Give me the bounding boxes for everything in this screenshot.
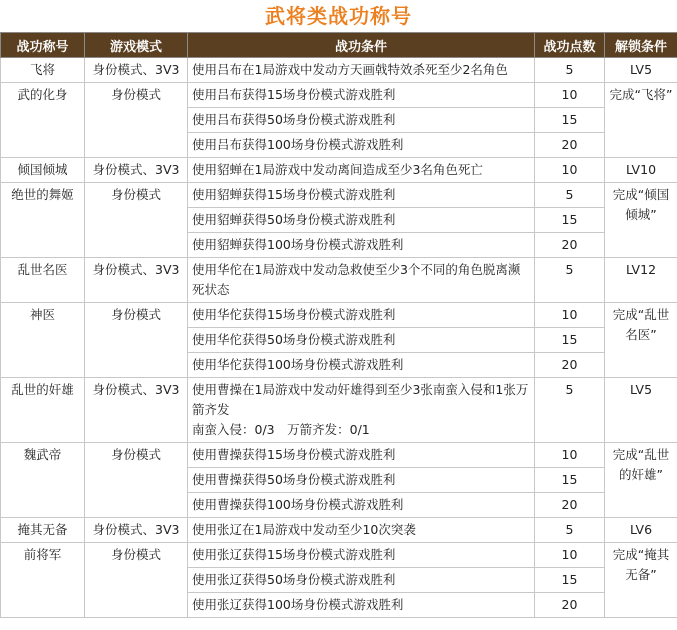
points-cell: 10 — [535, 303, 605, 328]
points-cell: 15 — [535, 108, 605, 133]
points-cell: 20 — [535, 493, 605, 518]
points-cell: 15 — [535, 328, 605, 353]
points-cell: 10 — [535, 543, 605, 568]
table-row — [1, 518, 677, 543]
table-row — [1, 258, 677, 303]
points-cell: 20 — [535, 593, 605, 618]
table-body — [1, 58, 677, 618]
title-cell: 掩其无备 — [1, 518, 85, 543]
condition-cell — [188, 58, 535, 83]
condition-text: 使用华佗在1局游戏中发动急救使至少3个不同的角色脱离濒死状态 — [192, 262, 521, 297]
points-cell: 5 — [535, 258, 605, 303]
header-mode: 游戏模式 — [85, 33, 188, 58]
table-row — [1, 303, 677, 328]
points-cell: 10 — [535, 158, 605, 183]
condition-cell: 使用吕布获得50场身份模式游戏胜利 — [188, 108, 535, 133]
condition-cell — [188, 158, 535, 183]
condition-cell: 使用张辽获得50场身份模式游戏胜利 — [188, 568, 535, 593]
header-condition: 战功条件 — [188, 33, 535, 58]
condition-cell — [188, 258, 535, 303]
title-cell: 魏武帝 — [1, 443, 85, 518]
condition-text: 使用曹操在1局游戏中发动奸雄得到至少3张南蛮入侵和1张万箭齐发 — [192, 382, 529, 417]
points-cell: 20 — [535, 353, 605, 378]
table-row — [1, 378, 677, 443]
condition-cell: 使用貂蝉获得50场身份模式游戏胜利 — [188, 208, 535, 233]
condition-cell: 使用貂蝉获得100场身份模式游戏胜利 — [188, 233, 535, 258]
mode-cell: 身份模式 — [85, 183, 188, 258]
unlock-cell: 完成“乱世的奸雄” — [605, 443, 677, 518]
title-cell: 乱世的奸雄 — [1, 378, 85, 443]
table-row — [1, 443, 677, 468]
condition-progress: 南蛮入侵：0/3 万箭齐发：0/1 — [192, 422, 370, 437]
title-cell: 飞将 — [1, 58, 85, 83]
title-cell: 绝世的舞姬 — [1, 183, 85, 258]
points-cell: 15 — [535, 568, 605, 593]
unlock-cell: LV10 — [605, 158, 677, 183]
header-points: 战功点数 — [535, 33, 605, 58]
condition-cell: 使用貂蝉获得15场身份模式游戏胜利 — [188, 183, 535, 208]
points-cell: 20 — [535, 233, 605, 258]
condition-cell: 使用曹操获得50场身份模式游戏胜利 — [188, 468, 535, 493]
title-cell: 前将军 — [1, 543, 85, 618]
condition-cell: 使用华佗获得100场身份模式游戏胜利 — [188, 353, 535, 378]
title-cell: 神医 — [1, 303, 85, 378]
points-cell: 5 — [535, 58, 605, 83]
condition-cell: 使用吕布获得15场身份模式游戏胜利 — [188, 83, 535, 108]
table-row — [1, 183, 677, 208]
mode-cell: 身份模式 — [85, 543, 188, 618]
points-cell: 5 — [535, 378, 605, 443]
condition-cell: 使用曹操获得15场身份模式游戏胜利 — [188, 443, 535, 468]
page-title: 武将类战功称号 — [265, 4, 412, 28]
condition-cell: 使用华佗获得15场身份模式游戏胜利 — [188, 303, 535, 328]
unlock-cell: 完成“乱世名医” — [605, 303, 677, 378]
points-cell: 5 — [535, 183, 605, 208]
title-cell: 倾国倾城 — [1, 158, 85, 183]
points-cell: 10 — [535, 83, 605, 108]
condition-cell: 使用吕布获得100场身份模式游戏胜利 — [188, 133, 535, 158]
mode-cell: 身份模式、3V3 — [85, 378, 188, 443]
condition-cell — [188, 518, 535, 543]
points-cell: 5 — [535, 518, 605, 543]
unlock-cell: LV5 — [605, 378, 677, 443]
header-title: 战功称号 — [1, 33, 85, 58]
condition-cell: 使用曹操获得100场身份模式游戏胜利 — [188, 493, 535, 518]
condition-text: 使用吕布在1局游戏中发动方天画戟特效杀死至少2名角色 — [192, 62, 508, 77]
table-header-row — [1, 33, 677, 58]
title-cell: 武的化身 — [1, 83, 85, 158]
achievement-table — [0, 32, 677, 618]
condition-cell — [188, 378, 535, 443]
mode-cell: 身份模式 — [85, 83, 188, 158]
table-row — [1, 58, 677, 83]
condition-text: 使用张辽在1局游戏中发动至少10次突袭 — [192, 522, 416, 537]
unlock-cell: LV12 — [605, 258, 677, 303]
unlock-cell: LV5 — [605, 58, 677, 83]
unlock-cell: 完成“飞将” — [605, 83, 677, 158]
condition-text: 使用貂蝉在1局游戏中发动离间造成至少3名角色死亡 — [192, 162, 483, 177]
table-row — [1, 83, 677, 108]
points-cell: 20 — [535, 133, 605, 158]
header-unlock: 解锁条件 — [605, 33, 677, 58]
title-cell: 乱世名医 — [1, 258, 85, 303]
mode-cell: 身份模式 — [85, 443, 188, 518]
mode-cell: 身份模式、3V3 — [85, 158, 188, 183]
unlock-cell: 完成“掩其无备” — [605, 543, 677, 618]
table-row — [1, 543, 677, 568]
points-cell: 10 — [535, 443, 605, 468]
points-cell: 15 — [535, 468, 605, 493]
unlock-cell: 完成“倾国倾城” — [605, 183, 677, 258]
mode-cell: 身份模式 — [85, 303, 188, 378]
condition-cell: 使用华佗获得50场身份模式游戏胜利 — [188, 328, 535, 353]
table-row — [1, 158, 677, 183]
condition-cell: 使用张辽获得15场身份模式游戏胜利 — [188, 543, 535, 568]
mode-cell: 身份模式、3V3 — [85, 518, 188, 543]
mode-cell: 身份模式、3V3 — [85, 258, 188, 303]
points-cell: 15 — [535, 208, 605, 233]
mode-cell: 身份模式、3V3 — [85, 58, 188, 83]
condition-cell: 使用张辽获得100场身份模式游戏胜利 — [188, 593, 535, 618]
unlock-cell: LV6 — [605, 518, 677, 543]
